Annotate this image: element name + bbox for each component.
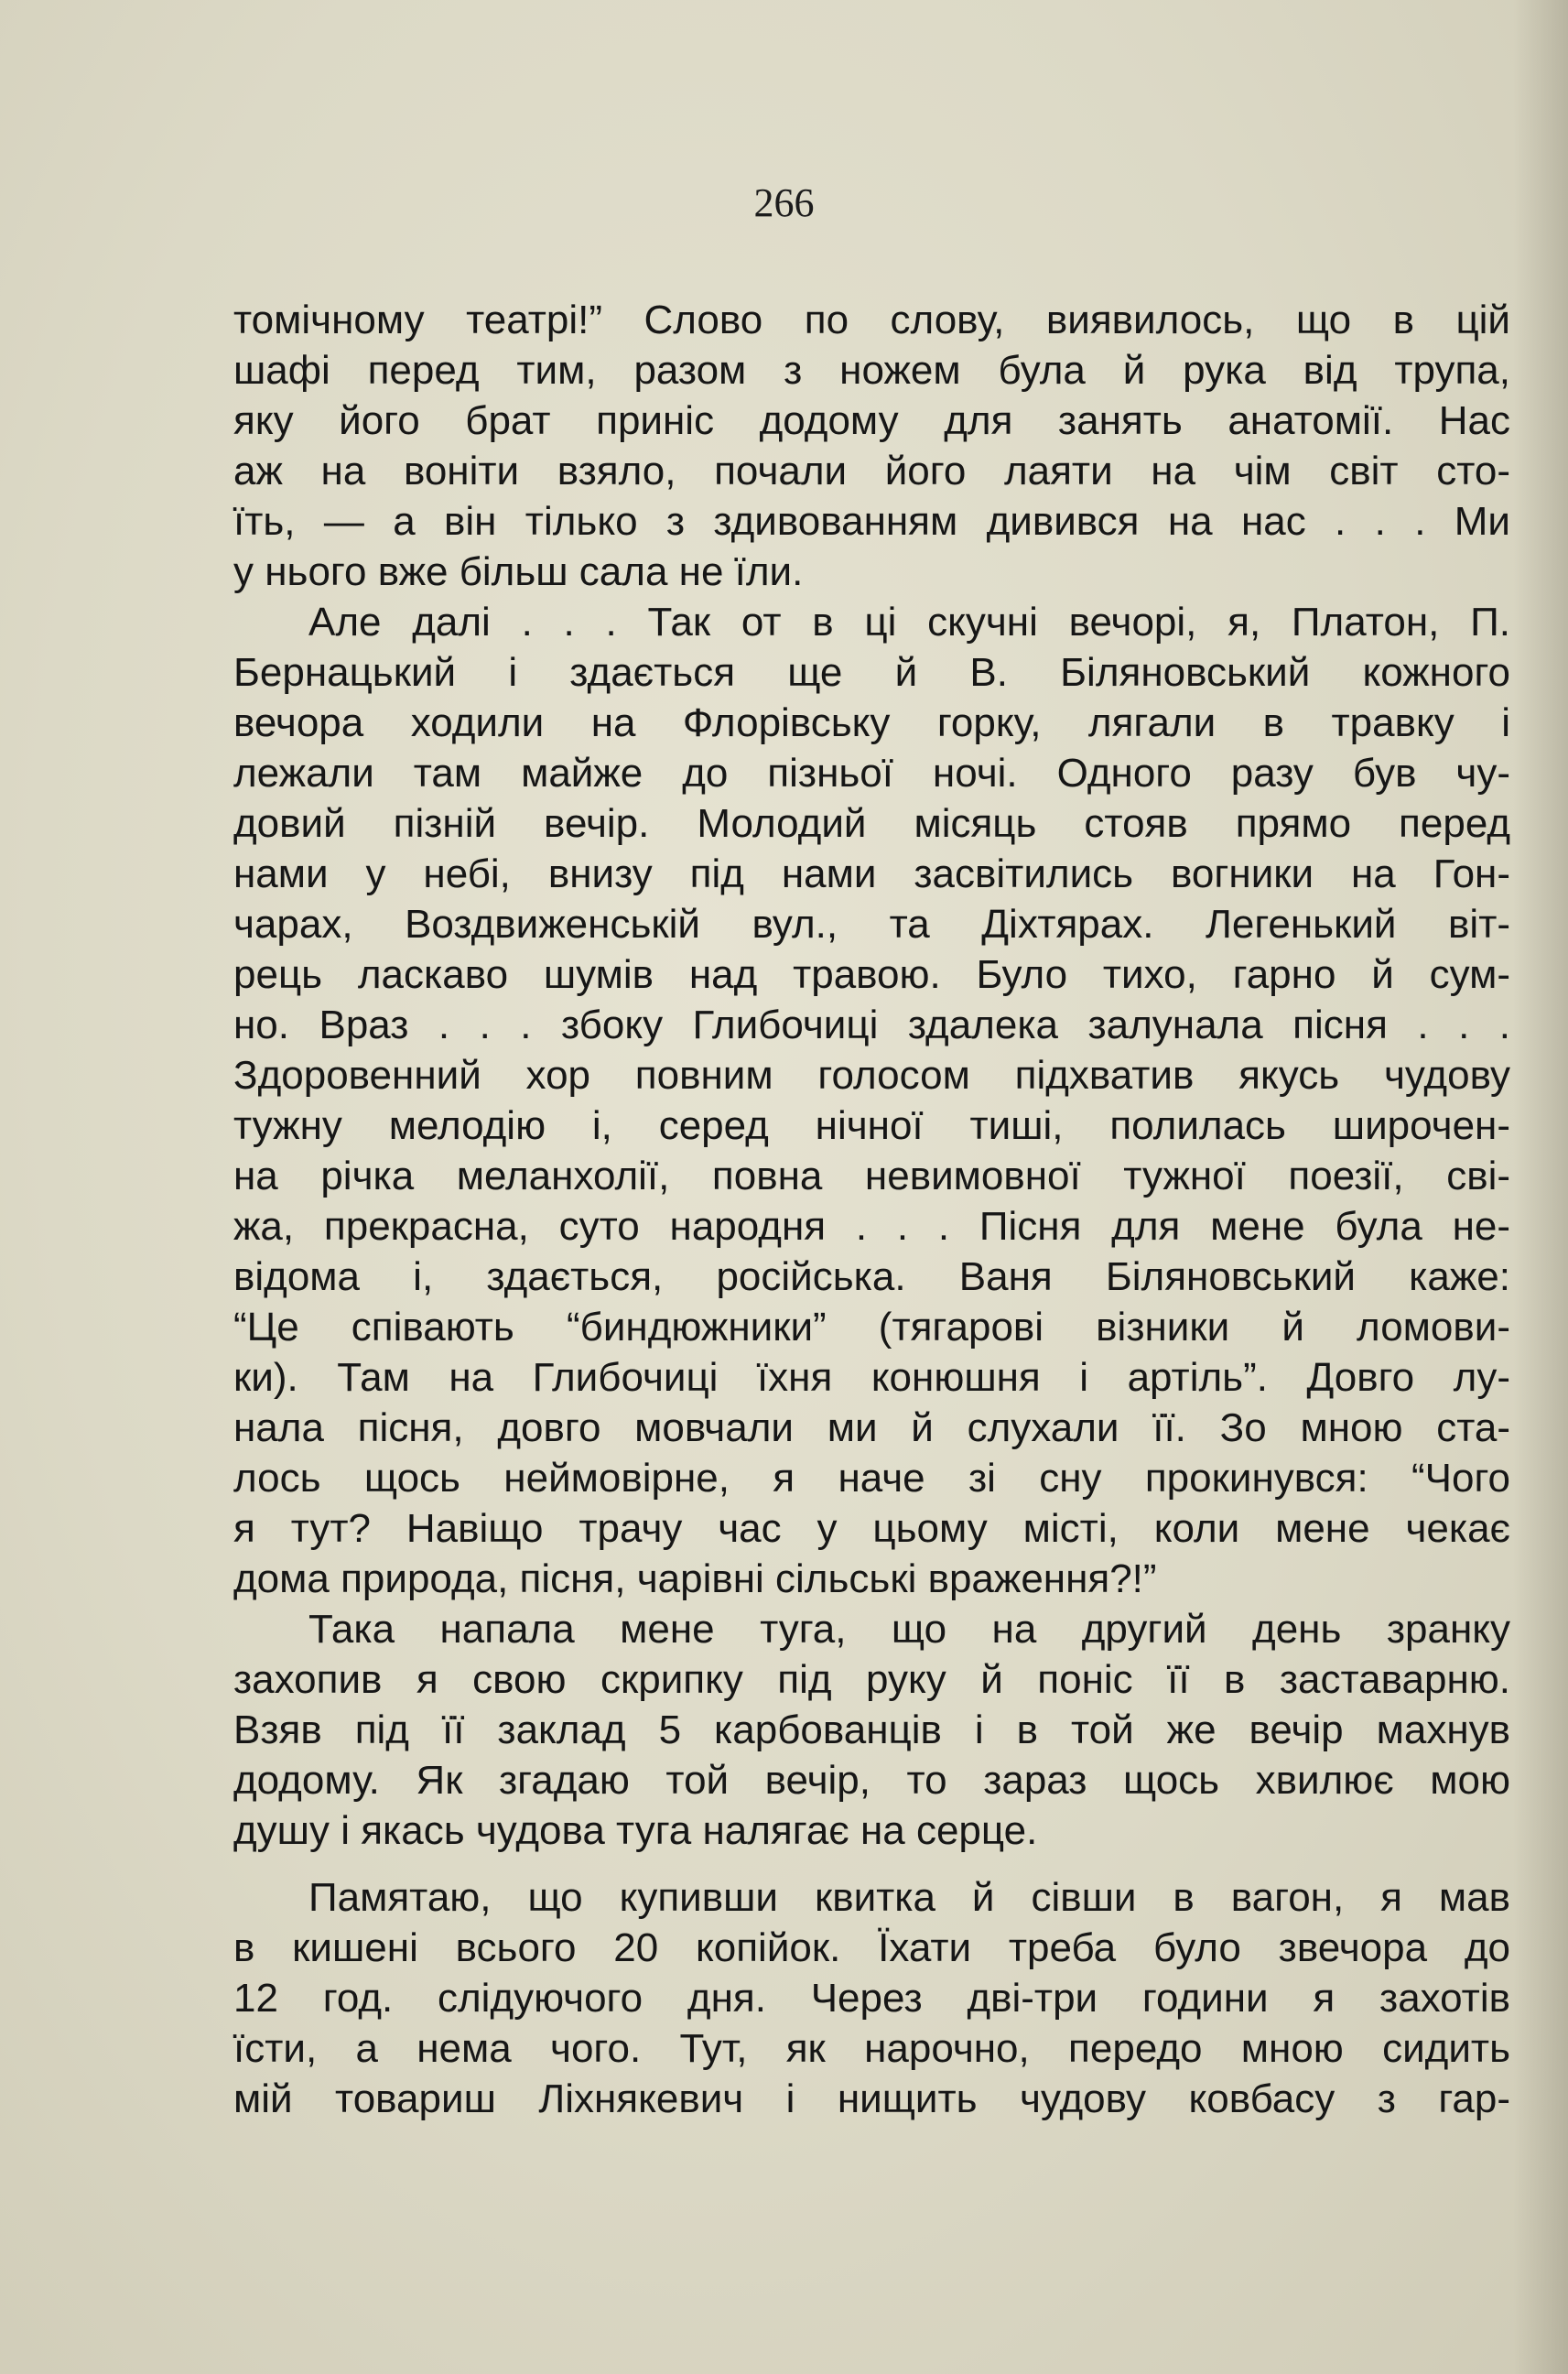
text-line: Здоровенний хор повним голосом підхватив якусь чудову bbox=[233, 1053, 1510, 1098]
page-number: 266 bbox=[753, 180, 815, 225]
text-line: ки). Там на Глибочиці їхня конюшня і артіль”. Довго лу- bbox=[233, 1355, 1510, 1400]
text-line: Взяв під її заклад 5 карбованців і в той же вечір махнув bbox=[233, 1707, 1510, 1752]
text-line: захопив я свою скрипку під руку й поніс її в заставарню. bbox=[233, 1657, 1510, 1702]
text-line: но. Враз . . . збоку Глибочиці здалека залунала пісня . . . bbox=[233, 1003, 1510, 1047]
text-line: Але далі . . . Так от в ці скучні вечорі, я, Платон, П. bbox=[308, 600, 1510, 645]
text-line: відома і, здається, російська. Ваня Біляновський каже: bbox=[233, 1254, 1510, 1299]
paragraph-gap bbox=[233, 1856, 1510, 1872]
text-line: яку його брат приніс додому для занять анатомії. Нас bbox=[233, 398, 1510, 443]
text-line: Така напала мене туга, що на другий день зранку bbox=[308, 1607, 1510, 1652]
text-line: жа, прекрасна, суто народня . . . Пісня для мене була не- bbox=[233, 1204, 1510, 1249]
text-line: вечора ходили на Флорівську горку, лягали в травку і bbox=[233, 700, 1510, 745]
text-line: душу і якась чудова туга налягає на серце. bbox=[233, 1808, 1038, 1853]
text-line: нала пісня, довго мовчали ми й слухали її. Зо мною ста- bbox=[233, 1405, 1510, 1450]
paragraph-1 bbox=[233, 295, 1510, 597]
text-line: Бернацький і здається ще й В. Біляновський кожного bbox=[233, 650, 1510, 695]
text-line: тужну мелодію і, серед нічної тиші, полилась широчен- bbox=[233, 1103, 1510, 1148]
text-line: мій товариш Ліхнякевич і нищить чудову ковбасу з гар- bbox=[233, 2076, 1510, 2121]
text-line: лось щось неймовірне, я наче зі сну прокинувся: “Чого bbox=[233, 1456, 1510, 1501]
text-line: додому. Як згадаю той вечір, то зараз щось хвилює мою bbox=[233, 1758, 1510, 1803]
text-line: “Це співають “биндюжники” (тягарові візники й ломови- bbox=[233, 1305, 1510, 1350]
text-line: Памятаю, що купивши квитка й сівши в вагон, я мав bbox=[308, 1875, 1510, 1920]
text-line: в кишені всього 20 копійок. Їхати треба було звечора до bbox=[233, 1925, 1510, 1970]
text-line: 12 год. слідуючого дня. Через дві-три години я захотів bbox=[233, 1976, 1510, 2021]
text-line: нами у небі, внизу під нами засвітились вогники на Гон- bbox=[233, 851, 1510, 896]
text-line: я тут? Навіщо трачу час у цьому місті, коли мене чекає bbox=[233, 1506, 1510, 1551]
text-line: у нього вже більш сала не їли. bbox=[233, 549, 804, 594]
text-line: їсти, а нема чого. Тут, як нарочно, передо мною сидить bbox=[233, 2026, 1510, 2071]
paragraph-2 bbox=[233, 597, 1510, 1604]
text-line: дома природа, пісня, чарівні сільські враження?!” bbox=[233, 1556, 1157, 1601]
text-line: довий пізній вечір. Молодий місяць стояв прямо перед bbox=[233, 801, 1510, 846]
text-line: лежали там майже до пізньої ночі. Одного разу був чу- bbox=[233, 751, 1510, 796]
text-line: рець ласкаво шумів над травою. Було тихо, гарно й сум- bbox=[233, 952, 1510, 997]
text-line: аж на воніти взяло, почали його лаяти на чім світ сто- bbox=[233, 449, 1510, 493]
page-edge-shadow bbox=[1513, 0, 1568, 2374]
text-line: на річка меланхолії, повна невимовної тужної поезії, сві- bbox=[233, 1154, 1510, 1198]
text-line: томічному театрі!” Слово по слову, виявилось, що в цій bbox=[233, 298, 1510, 342]
text-line: їть, — а він тілько з здивованням дивився на нас . . . Ми bbox=[233, 499, 1510, 544]
paragraph-3 bbox=[233, 1604, 1510, 1856]
text-line: шафі перед тим, разом з ножем була й рука від трупа, bbox=[233, 348, 1510, 393]
text-line: чарах, Воздвиженській вул., та Діхтярах. Легенький віт- bbox=[233, 902, 1510, 947]
body-text bbox=[233, 295, 1510, 2124]
paragraph-4 bbox=[233, 1872, 1510, 2124]
